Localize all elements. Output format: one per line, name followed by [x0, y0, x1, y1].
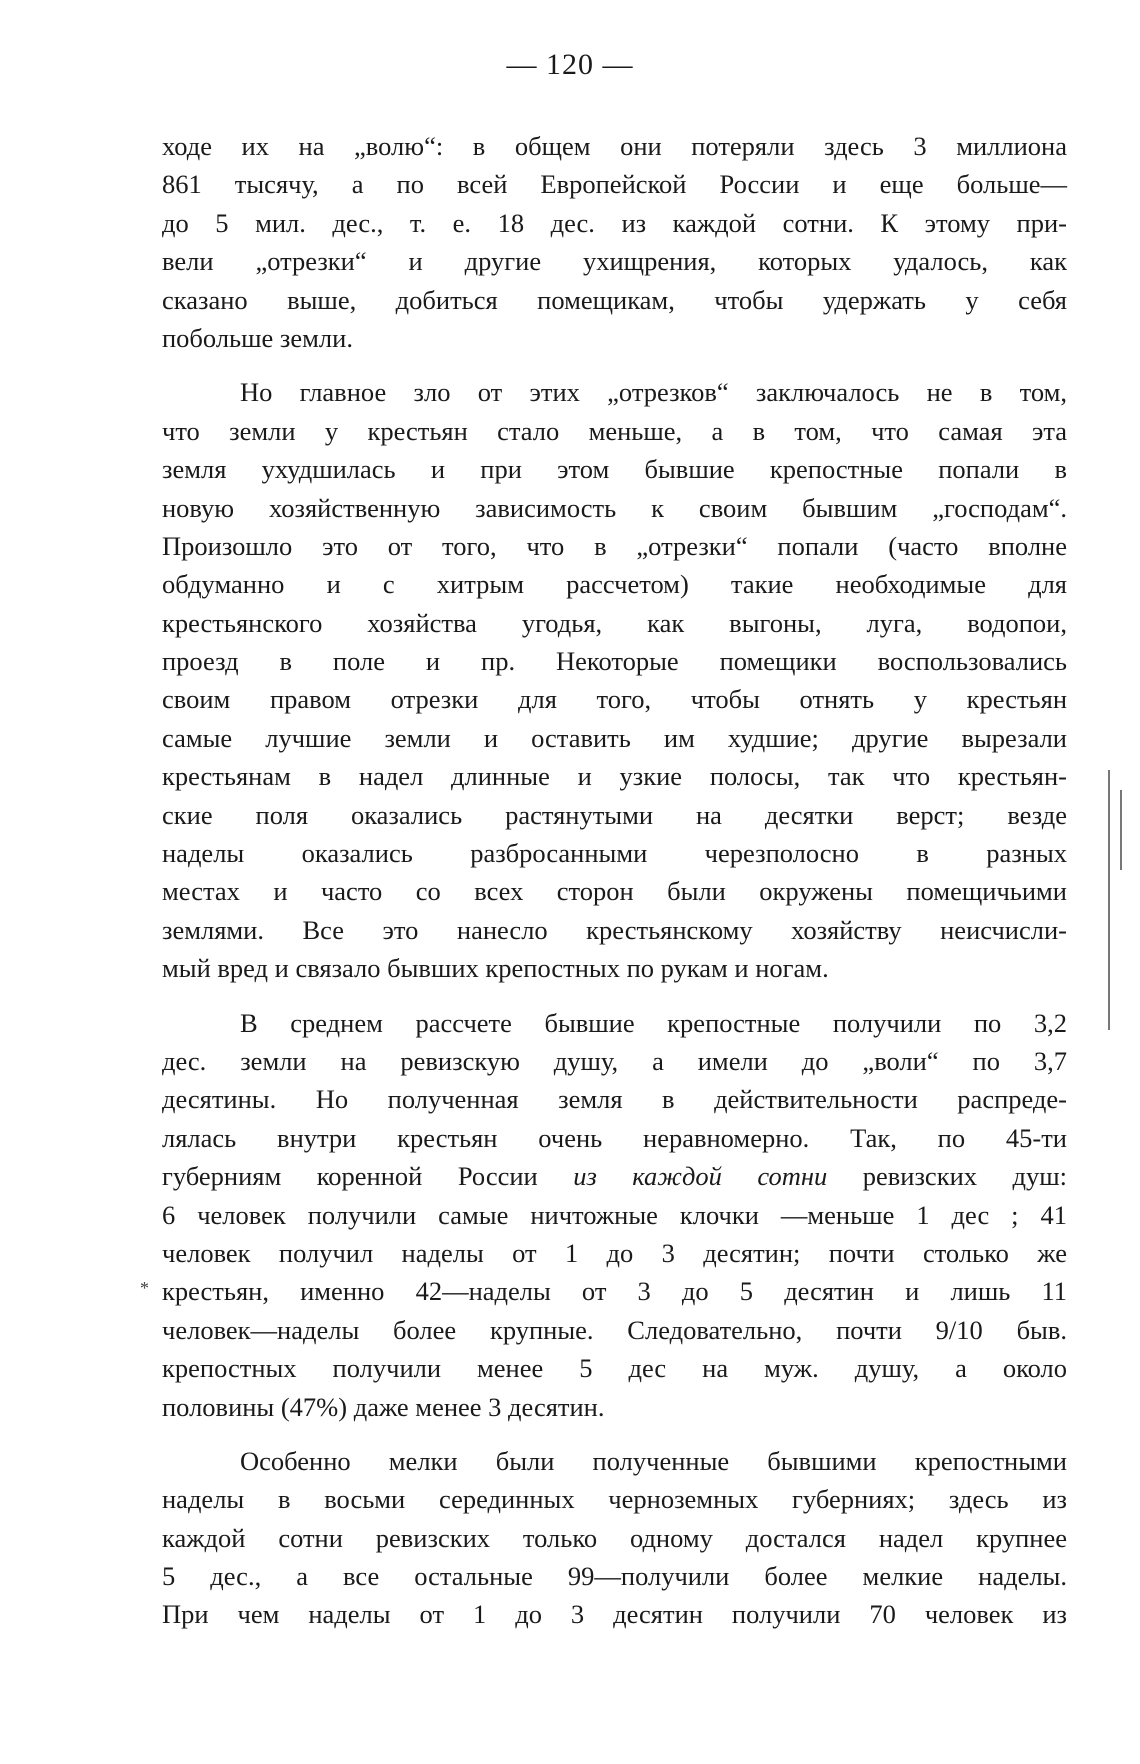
text-segment: ревизских душ:	[827, 1161, 1068, 1192]
text-line: наделы оказались разбросанными черезполосно в разных	[162, 838, 1067, 869]
text-line: Но главное зло от этих „отрезков“ заключалось не в том,	[240, 377, 1067, 408]
text-line: новую хозяйственную зависимость к своим бывшим „господам“.	[162, 492, 1067, 523]
text-line: человек получил наделы от 1 до 3 десятин; почти столько же	[162, 1237, 1067, 1268]
text-line	[162, 1157, 1067, 1195]
text-line: что земли у крестьян стало меньше, а в том, что самая эта	[162, 415, 1067, 446]
text-line: Особенно мелки были полученные бывшими крепостными	[240, 1445, 1067, 1476]
text-line: ходе их на „волю“: в общем они потеряли здесь 3 миллиона	[162, 131, 1067, 161]
text-line: крестьян, именно 42—наделы от 3 до 5 десятин и лишь 11	[162, 1276, 1067, 1307]
paragraph-3	[162, 1004, 1067, 1426]
text-line: Произошло это от того, что в „отрезки“ попали (часто вполне	[162, 530, 1067, 561]
text-line: земля ухудшилась и при этом бывшие крепостные попали в	[162, 454, 1067, 485]
text-line: проезд в поле и пр. Некоторые помещики воспользовались	[162, 646, 1067, 677]
text-segment: губерниям коренной России	[162, 1161, 574, 1192]
text-line: лялась внутри крестьян очень неравномерно. Так, по 45-ти	[162, 1122, 1067, 1153]
text-line: половины (47%) даже менее 3 десятин.	[162, 1391, 605, 1422]
paragraph-1	[162, 127, 1067, 357]
text-line: наделы в восьми серединных черноземных губерниях; здесь из	[162, 1484, 1067, 1515]
text-line: землями. Все это нанесло крестьянскому хозяйству неисчисли-	[162, 914, 1067, 945]
text-line: человек—наделы более крупные. Следовательно, почти 9/10 быв.	[162, 1314, 1067, 1345]
text-line: мый вред и связало бывших крепостных по рукам и ногам.	[162, 953, 829, 984]
text-line: до 5 мил. дес., т. е. 18 дес. из каждой сотни. К этому при-	[162, 207, 1067, 238]
page-number: — 120 —	[506, 48, 634, 81]
text-line: При чем наделы от 1 до 3 десятин получили 70 человек из	[162, 1599, 1067, 1630]
text-line: каждой сотни ревизских только одному достался надел крупнее	[162, 1522, 1067, 1553]
text-line: крестьянского хозяйства угодья, как выгоны, луга, водопои,	[162, 607, 1067, 638]
text-line: побольше земли.	[162, 322, 353, 353]
text-line: обдуманно и с хитрым рассчетом) такие необходимые для	[162, 569, 1067, 600]
text-line: своим правом отрезки для того, чтобы отнять у крестьян	[162, 684, 1067, 715]
body-text	[162, 127, 1067, 1634]
text-line: крепостных получили менее 5 дес на муж. душу, а около	[162, 1353, 1067, 1384]
scan-edge-shadow	[1120, 790, 1122, 870]
text-line: сказано выше, добиться помещикам, чтобы удержать у себя	[162, 284, 1067, 315]
text-line: самые лучшие земли и оставить им худшие; другие вырезали	[162, 722, 1067, 753]
text-line: десятины. Но полученная земля в действительности распреде-	[162, 1084, 1067, 1115]
text-line: вели „отрезки“ и другие ухищрения, которых удалось, как	[162, 246, 1067, 277]
text-line: 861 тысячу, а по всей Европейской России и еще больше—	[162, 169, 1067, 200]
text-line: дес. земли на ревизскую душу, а имели до „воли“ по 3,7	[162, 1045, 1067, 1076]
text-line: 5 дес., а все остальные 99—получили более мелкие наделы.	[162, 1561, 1067, 1592]
text-line: 6 человек получили самые ничтожные клочки —меньше 1 дес ; 41	[162, 1199, 1067, 1230]
text-line: местах и часто со всех сторон были окружены помещичьими	[162, 876, 1067, 907]
text-line: ские поля оказались растянутыми на десятки верст; везде	[162, 799, 1067, 830]
italic-emphasis: из каждой сотни	[573, 1161, 828, 1192]
margin-mark: *	[140, 1278, 149, 1298]
paragraph-2	[162, 373, 1067, 987]
paragraph-4	[162, 1442, 1067, 1634]
text-line: крестьянам в надел длинные и узкие полосы, так что крестьян-	[162, 761, 1067, 792]
scan-edge-shadow	[1108, 770, 1110, 1030]
text-line: В среднем рассчете бывшие крепостные получили по 3,2	[240, 1007, 1067, 1038]
